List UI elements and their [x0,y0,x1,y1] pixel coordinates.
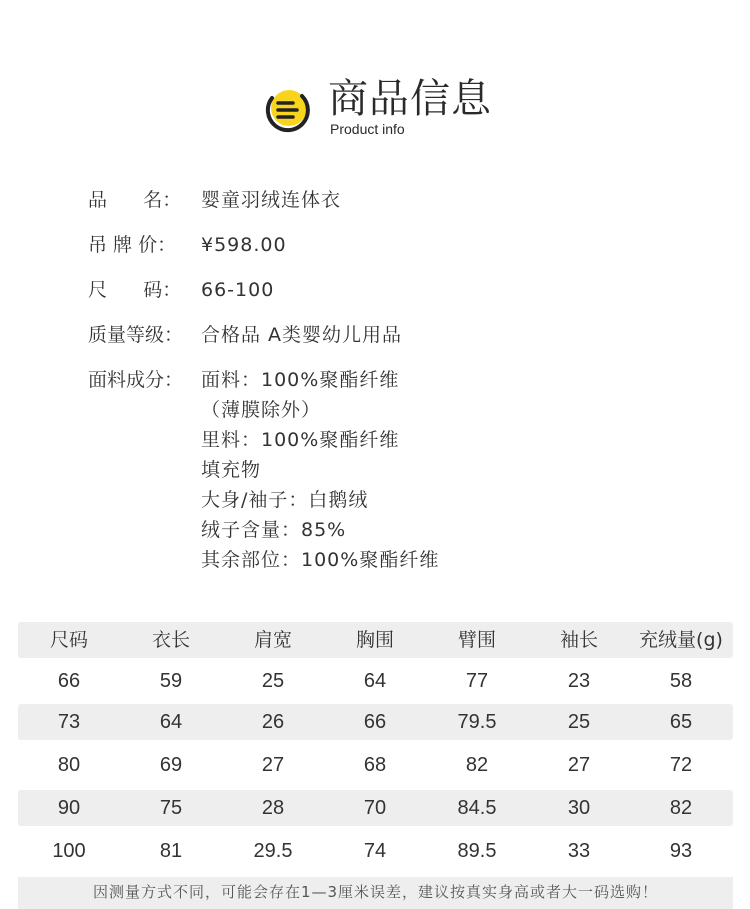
table-cell: 66 [57,670,81,692]
table-row [18,704,733,740]
table-header-cell: 袖长 [559,629,598,651]
table-header-cell: 尺码 [49,629,88,651]
table-cell: 28 [261,797,285,819]
table-cell: 64 [159,711,183,733]
table-cell: 82 [669,797,693,819]
name-value: 婴童羽绒连体衣 [201,189,342,211]
table-cell: 69 [159,754,183,776]
table-cell: 59 [159,670,183,692]
grade-label: 质量等级： [88,324,184,346]
price-label: 吊 牌 价： [88,234,177,256]
material-line: 其余部位：100%聚酯纤维 [201,549,440,571]
table-row [18,790,733,826]
table-cell: 90 [57,797,81,819]
table-row [18,833,733,869]
info-row-price [88,230,728,275]
table-cell: 25 [567,711,591,733]
table-header-cell: 充绒量(g) [639,629,723,651]
table-cell: 93 [669,840,693,862]
table-cell: 68 [363,754,387,776]
document-lines-icon [262,84,312,134]
table-header-cell: 臂围 [457,629,496,651]
table-header-cell: 肩宽 [253,629,292,651]
table-cell: 82 [465,754,489,776]
table-cell: 77 [465,670,489,692]
info-row-grade [88,320,728,365]
table-cell: 27 [567,754,591,776]
material-line: （薄膜除外） [201,399,322,421]
table-cell: 30 [567,797,591,819]
material-line: 填充物 [201,459,262,481]
table-cell: 70 [363,797,387,819]
table-cell: 80 [57,754,81,776]
price-value: ¥598.00 [201,234,287,256]
material-line: 大身/袖子：白鹅绒 [201,489,369,511]
table-header-row [18,622,733,658]
material-line: 里料：100%聚酯纤维 [201,429,400,451]
size-label: 尺 码： [88,279,182,301]
table-header-cell: 衣长 [151,629,190,651]
table-cell: 25 [261,670,285,692]
table-row [18,663,733,699]
table-cell: 33 [567,840,591,862]
table-cell: 75 [159,797,183,819]
table-cell: 79.5 [457,711,497,733]
section-header [262,74,522,144]
info-row-material [88,365,728,571]
table-row [18,747,733,783]
table-cell: 100 [52,840,86,862]
measurement-note: 因测量方式不同，可能会存在1—3厘米误差，建议按真实身高或者大一码选购！ [18,877,733,909]
table-cell: 74 [363,840,387,862]
table-cell: 27 [261,754,285,776]
info-row-size [88,275,728,320]
table-cell: 72 [669,754,693,776]
info-row-name [88,185,728,230]
material-value [201,365,439,575]
material-label: 面料成分： [88,369,184,391]
table-cell: 65 [669,711,693,733]
table-cell: 84.5 [457,797,497,819]
table-cell: 66 [363,711,387,733]
product-info-list [88,185,728,571]
grade-value: 合格品 A类婴幼儿用品 [201,324,403,346]
table-cell: 29.5 [253,840,293,862]
table-cell: 26 [261,711,285,733]
table-cell: 81 [159,840,183,862]
name-label: 品 名： [88,189,182,211]
page-subtitle: Product info [330,121,405,137]
table-cell: 23 [567,670,591,692]
material-line: 绒子含量：85% [201,519,347,541]
table-cell: 64 [363,670,387,692]
table-cell: 89.5 [457,840,497,862]
material-line: 面料：100%聚酯纤维 [201,369,400,391]
page-title: 商品信息 [328,76,492,122]
size-value: 66-100 [201,279,275,301]
table-cell: 58 [669,670,693,692]
table-cell: 73 [57,711,81,733]
size-table [18,622,733,862]
table-header-cell: 胸围 [355,629,394,651]
